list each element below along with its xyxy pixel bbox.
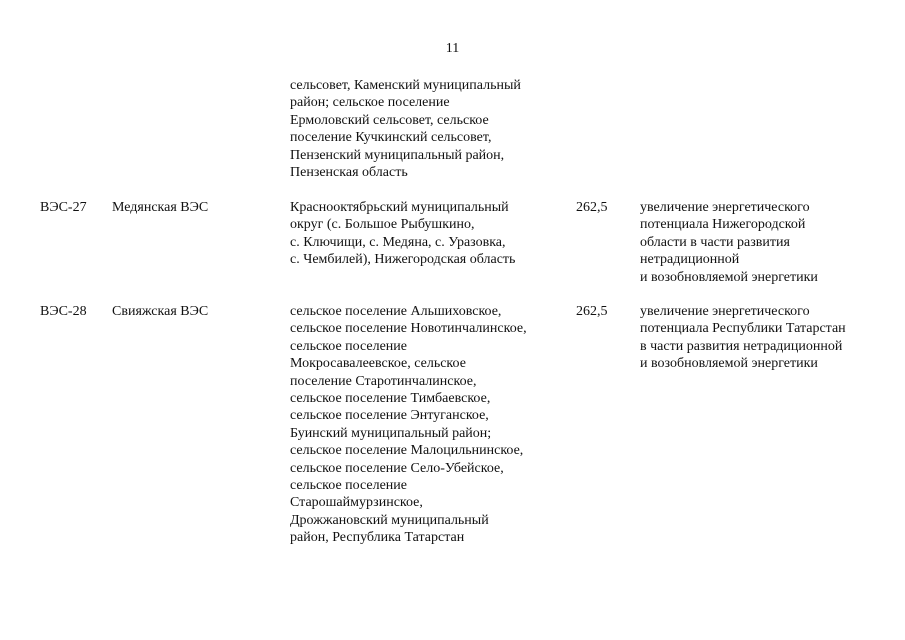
row-purpose-cell: увеличение энергетического потенциала Нижегородской области в части развития нетрадиционной и возобновляемой энергетики xyxy=(640,200,818,285)
row-purpose-cell: увеличение энергетического потенциала Республики Татарстан в части развития нетрадиционной и возобновляемой энергетики xyxy=(640,304,846,372)
row-location-cell: Краснооктябрьский муниципальный округ (с. Большое Рыбушкино, с. Ключищи, с. Медяна, с. Уразовка, с. Чембилей), Нижегородская область xyxy=(290,200,516,268)
row-location-cell: сельское поселение Альшиховское, сельское поселение Новотинчалинское, сельское поселение Мокросавалеевское, сельское поселение Старотинчалинское, сельское поселение Тимбаевское, сельское поселение Энтуганское, Буинский муниципальный район; сельское поселение Малоцильнинское, сельское поселение Село-Убейское, сельское поселение Старошаймурзинское, Дрожжановский муниципальный район, Республика Татарстан xyxy=(290,304,527,546)
row-code-cell: ВЭС-28 xyxy=(40,304,87,319)
row-power-cell: 262,5 xyxy=(576,304,608,319)
row-name-cell: Медянская ВЭС xyxy=(112,200,209,215)
row-power-cell: 262,5 xyxy=(576,200,608,215)
page-number: 11 xyxy=(445,41,460,56)
row-code-cell: ВЭС-27 xyxy=(40,200,87,215)
row-name-cell: Свияжская ВЭС xyxy=(112,304,209,319)
continuation-location-cell: сельсовет, Каменский муниципальный район; сельское поселение Ермоловский сельсовет, сельское поселение Кучкинский сельсовет, Пензенский муниципальный район, Пензенская область xyxy=(290,78,521,181)
